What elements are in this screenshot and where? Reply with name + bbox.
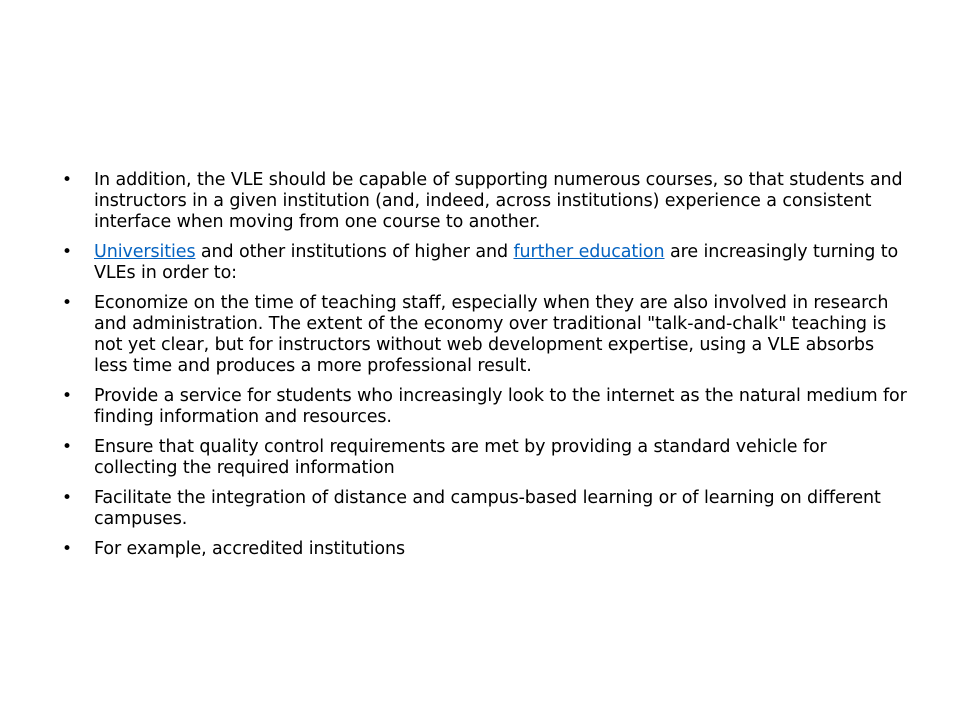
bullet-icon: •: [62, 437, 72, 457]
bullet-text: In addition, the VLE should be capable of supporting numerous courses, so that students and instructors in a given institution (and, indeed, across institutions) experience a consistent interface when moving from one course to another.: [94, 170, 903, 232]
bullet-icon: •: [62, 242, 72, 262]
bullet-icon: •: [62, 386, 72, 406]
bullet-item-economize: [62, 293, 912, 377]
universities-link[interactable]: Universities: [94, 242, 196, 262]
bullet-text: For example, accredited institutions: [94, 539, 405, 559]
bullet-icon: •: [62, 539, 72, 559]
bullet-text: and other institutions of higher and: [195, 242, 514, 262]
bullet-item-universities: [62, 242, 912, 284]
bullet-text: Provide a service for students who increasingly look to the internet as the natural medium for finding information and resources.: [94, 386, 907, 427]
bullet-text: Ensure that quality control requirements are met by providing a standard vehicle for collecting the required information: [94, 437, 827, 478]
bullet-list: [62, 170, 912, 569]
bullet-icon: •: [62, 488, 72, 508]
further-education-link[interactable]: further education: [513, 242, 665, 262]
bullet-item-service: [62, 386, 912, 428]
bullet-text: Economize on the time of teaching staff, especially when they are also involved in research and administration. The extent of the economy over traditional "talk-and-chalk" teaching is not yet clear, but for instructors without web development expertise, using a VLE absorbs less time and produces a more professional result.: [94, 293, 889, 376]
bullet-item-example: [62, 539, 912, 560]
bullet-text: are increasingly turning to VLEs in order to:: [94, 242, 899, 283]
bullet-item-vle-courses: [62, 170, 912, 233]
bullet-icon: •: [62, 293, 72, 313]
bullet-item-integration: [62, 488, 912, 530]
bullet-icon: •: [62, 170, 72, 190]
bullet-item-quality-control: [62, 437, 912, 479]
bullet-text: Facilitate the integration of distance and campus-based learning or of learning on different campuses.: [94, 488, 881, 529]
